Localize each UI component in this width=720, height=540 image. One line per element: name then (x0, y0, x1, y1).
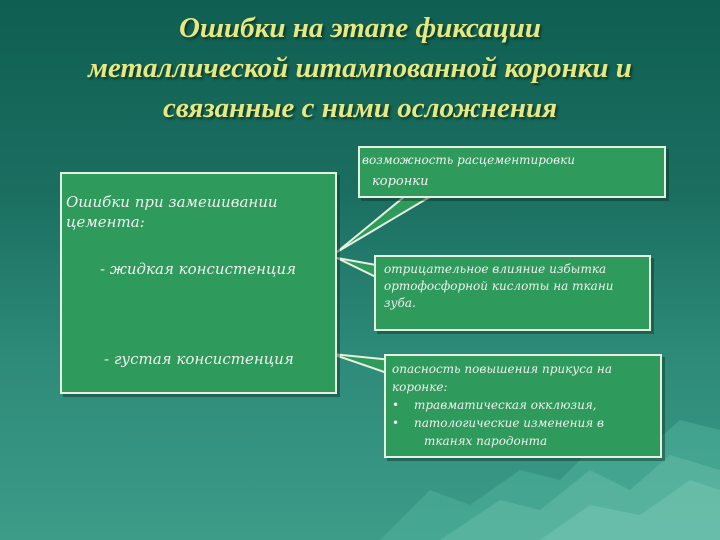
occlusion-text: травматическая окклюзия, (414, 398, 597, 412)
liquid-consistency-item: - жидкая консистенция (100, 260, 297, 278)
title-line-1: Ошибки на этапе фиксации (178, 12, 542, 44)
title-line-3: связанные с ними осложнения (162, 92, 558, 124)
decementation-text-line2: коронки (372, 174, 429, 189)
bullet-item-occlusion (392, 396, 660, 414)
thick-consistency-item: - густая консистенция (104, 350, 294, 368)
periodontal-text-cont: тканях пародонта (424, 434, 548, 448)
mixing-errors-box (60, 172, 337, 394)
bite-raise-callout (384, 354, 662, 458)
connector-arrow-bottom (332, 354, 392, 374)
decementation-callout (358, 146, 666, 198)
acid-effect-text: отрицательное влияние избытка ортофосфорной кислоты на ткани зуба. (384, 262, 614, 310)
bullet-icon: • (392, 398, 400, 412)
bullet-item-periodontal (392, 414, 660, 432)
title-line-2: металлической штампованной коронки и (88, 52, 632, 84)
decementation-text-line1: возможность расцементировки (362, 153, 576, 167)
mixing-errors-heading: Ошибки при замешивании цемента: (66, 193, 278, 231)
connector-arrow-top (337, 192, 428, 252)
bullet-icon: • (392, 416, 400, 430)
acid-effect-callout (374, 255, 651, 331)
slide-title (0, 8, 720, 128)
periodontal-text: патологические изменения в (414, 416, 604, 430)
bite-raise-intro: опасность повышения прикуса на коронке: (392, 362, 612, 394)
